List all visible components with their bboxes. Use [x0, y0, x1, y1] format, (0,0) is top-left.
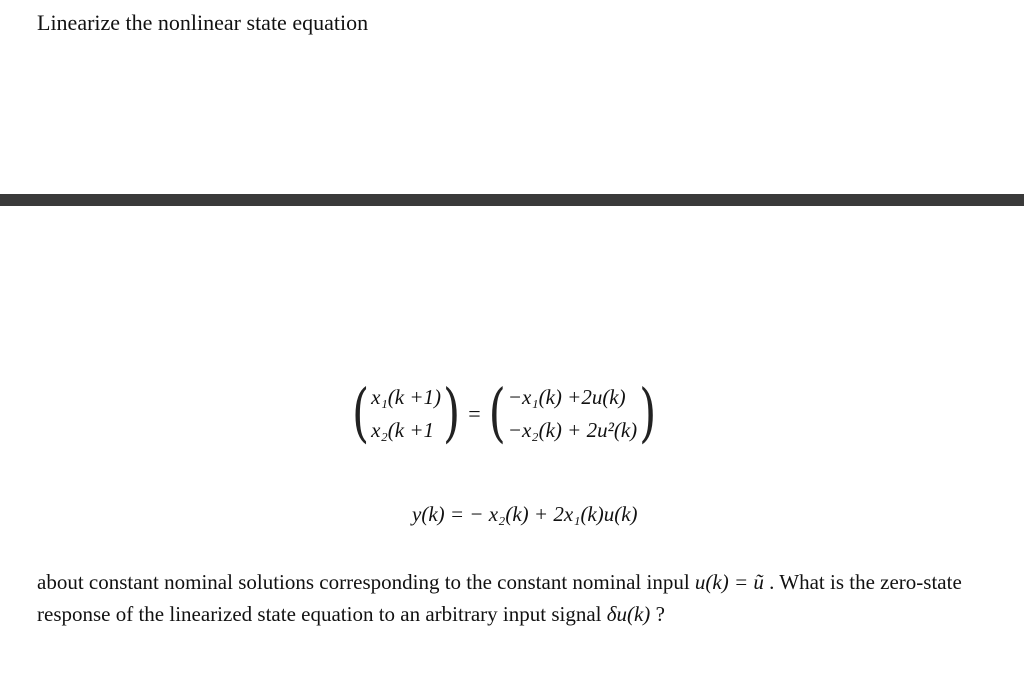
lhs-vector	[369, 385, 443, 443]
left-paren-open: (	[352, 376, 370, 451]
rhs-vector	[506, 385, 639, 443]
output-equation: y(k) = − x₂(k) + 2x₁(k)u(k)	[412, 502, 638, 526]
input-signal-expr: δu(k)	[606, 602, 651, 626]
paragraph-text-3: ?	[650, 602, 665, 626]
paragraph-text-2: . What is the zero-state response of the linearized state equation to an arbitrary input signal	[37, 570, 962, 626]
equals-sign: =	[468, 401, 481, 426]
rhs-row-2: −x₂(k) + 2u²(k)	[507, 418, 638, 442]
lhs-row-2: x₂(k +1	[371, 418, 435, 442]
paragraph-text-1: about constant nominal solutions corresponding to the constant nominal inpul	[37, 570, 695, 594]
section-divider	[0, 194, 1024, 206]
problem-heading: Linearize the nonlinear state equation	[37, 10, 369, 35]
right-paren-close: )	[639, 376, 657, 451]
right-paren-open: (	[488, 376, 506, 451]
lhs-row-1: x₁(k +1)	[371, 385, 442, 409]
state-equation	[352, 376, 657, 451]
nominal-input-expr: u(k) = ũ	[694, 570, 764, 594]
left-paren-close: )	[443, 376, 461, 451]
rhs-row-1: −x₁(k) +2u(k)	[507, 385, 626, 409]
problem-paragraph	[37, 566, 997, 630]
